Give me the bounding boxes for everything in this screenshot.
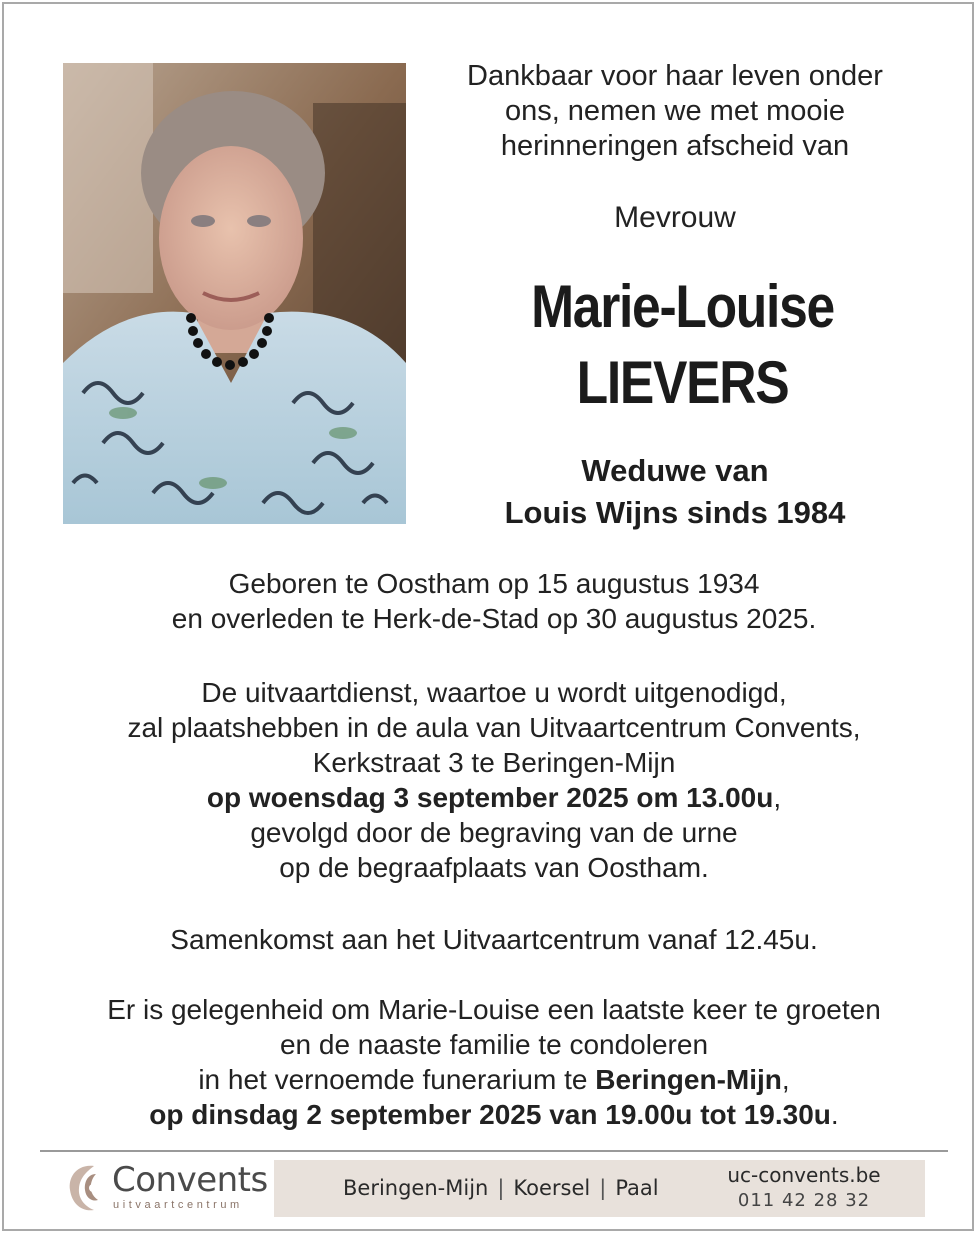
service-date [44, 780, 944, 815]
visitation-date-bold: op dinsdag 2 september 2025 van 19.00u tot 19.30u [149, 1099, 831, 1130]
birth-line: Geboren te Oostham op 15 augustus 1934 [228, 568, 760, 599]
widow-line: Weduwe van [581, 453, 769, 488]
logo-wordmark: Convents [112, 1160, 268, 1200]
visitation-prefix: in het vernoemde funerarium te [198, 1064, 596, 1095]
salutation: Mevrouw [614, 201, 736, 234]
death-line: en overleden te Herk-de-Stad op 30 augustus 2025. [171, 603, 817, 634]
portrait-image [63, 63, 406, 524]
logo-subtitle: uitvaartcentrum [113, 1199, 243, 1211]
website-link[interactable]: uc-convents.be [727, 1163, 881, 1187]
location-beringen-mijn: Beringen-Mijn [343, 1176, 489, 1200]
footer-divider [40, 1150, 948, 1152]
phone-number: 011 42 28 32 [737, 1190, 871, 1211]
last-name: LIEVERS [576, 349, 789, 416]
visitation-place: Beringen-Mijn [595, 1064, 782, 1095]
birth-death-block [44, 566, 944, 636]
service-line: Kerkstraat 3 te Beringen-Mijn [312, 747, 676, 778]
intro-line: herinneringen afscheid van [500, 130, 850, 162]
convents-logo-icon [66, 1162, 106, 1214]
visitation-date-suffix: . [830, 1099, 839, 1130]
intro-line: ons, nemen we met mooie [504, 95, 846, 127]
service-line: De uitvaartdienst, waartoe u wordt uitgenodigd, [201, 677, 787, 708]
intro-line: Dankbaar voor haar leven onder [467, 60, 883, 92]
deceased-name [469, 269, 896, 421]
service-line: gevolgd door de begraving van de urne [250, 817, 738, 848]
visitation-location [44, 1062, 944, 1097]
contact-info [704, 1162, 904, 1214]
first-name: Marie-Louise [531, 273, 834, 340]
portrait-photo [63, 63, 406, 524]
location-list [343, 1175, 659, 1201]
service-line: op de begraafplaats van Oostham. [279, 852, 709, 883]
visitation-place-suffix: , [781, 1064, 790, 1095]
visitation-date [44, 1097, 944, 1132]
obituary-card [2, 2, 974, 1231]
location-separator: | [599, 1176, 607, 1200]
service-date-suffix: , [773, 782, 782, 813]
visitation-block [44, 992, 944, 1132]
intro-text [434, 59, 916, 164]
service-line: zal plaatshebben in de aula van Uitvaartcentrum Convents, [127, 712, 861, 743]
visitation-line: Er is gelegenheid om Marie-Louise een laatste keer te groeten [107, 994, 881, 1025]
location-separator: | [497, 1176, 505, 1200]
gathering-line: Samenkomst aan het Uitvaartcentrum vanaf 12.45u. [170, 924, 818, 955]
convents-logo [66, 1160, 266, 1216]
location-paal: Paal [615, 1176, 659, 1200]
widow-line: Louis Wijns sinds 1984 [504, 495, 846, 530]
visitation-line: en de naaste familie te condoleren [279, 1029, 709, 1060]
widow-note [434, 450, 916, 534]
service-date-bold: op woensdag 3 september 2025 om 13.00u [206, 782, 774, 813]
location-koersel: Koersel [513, 1176, 591, 1200]
service-block [44, 675, 944, 885]
